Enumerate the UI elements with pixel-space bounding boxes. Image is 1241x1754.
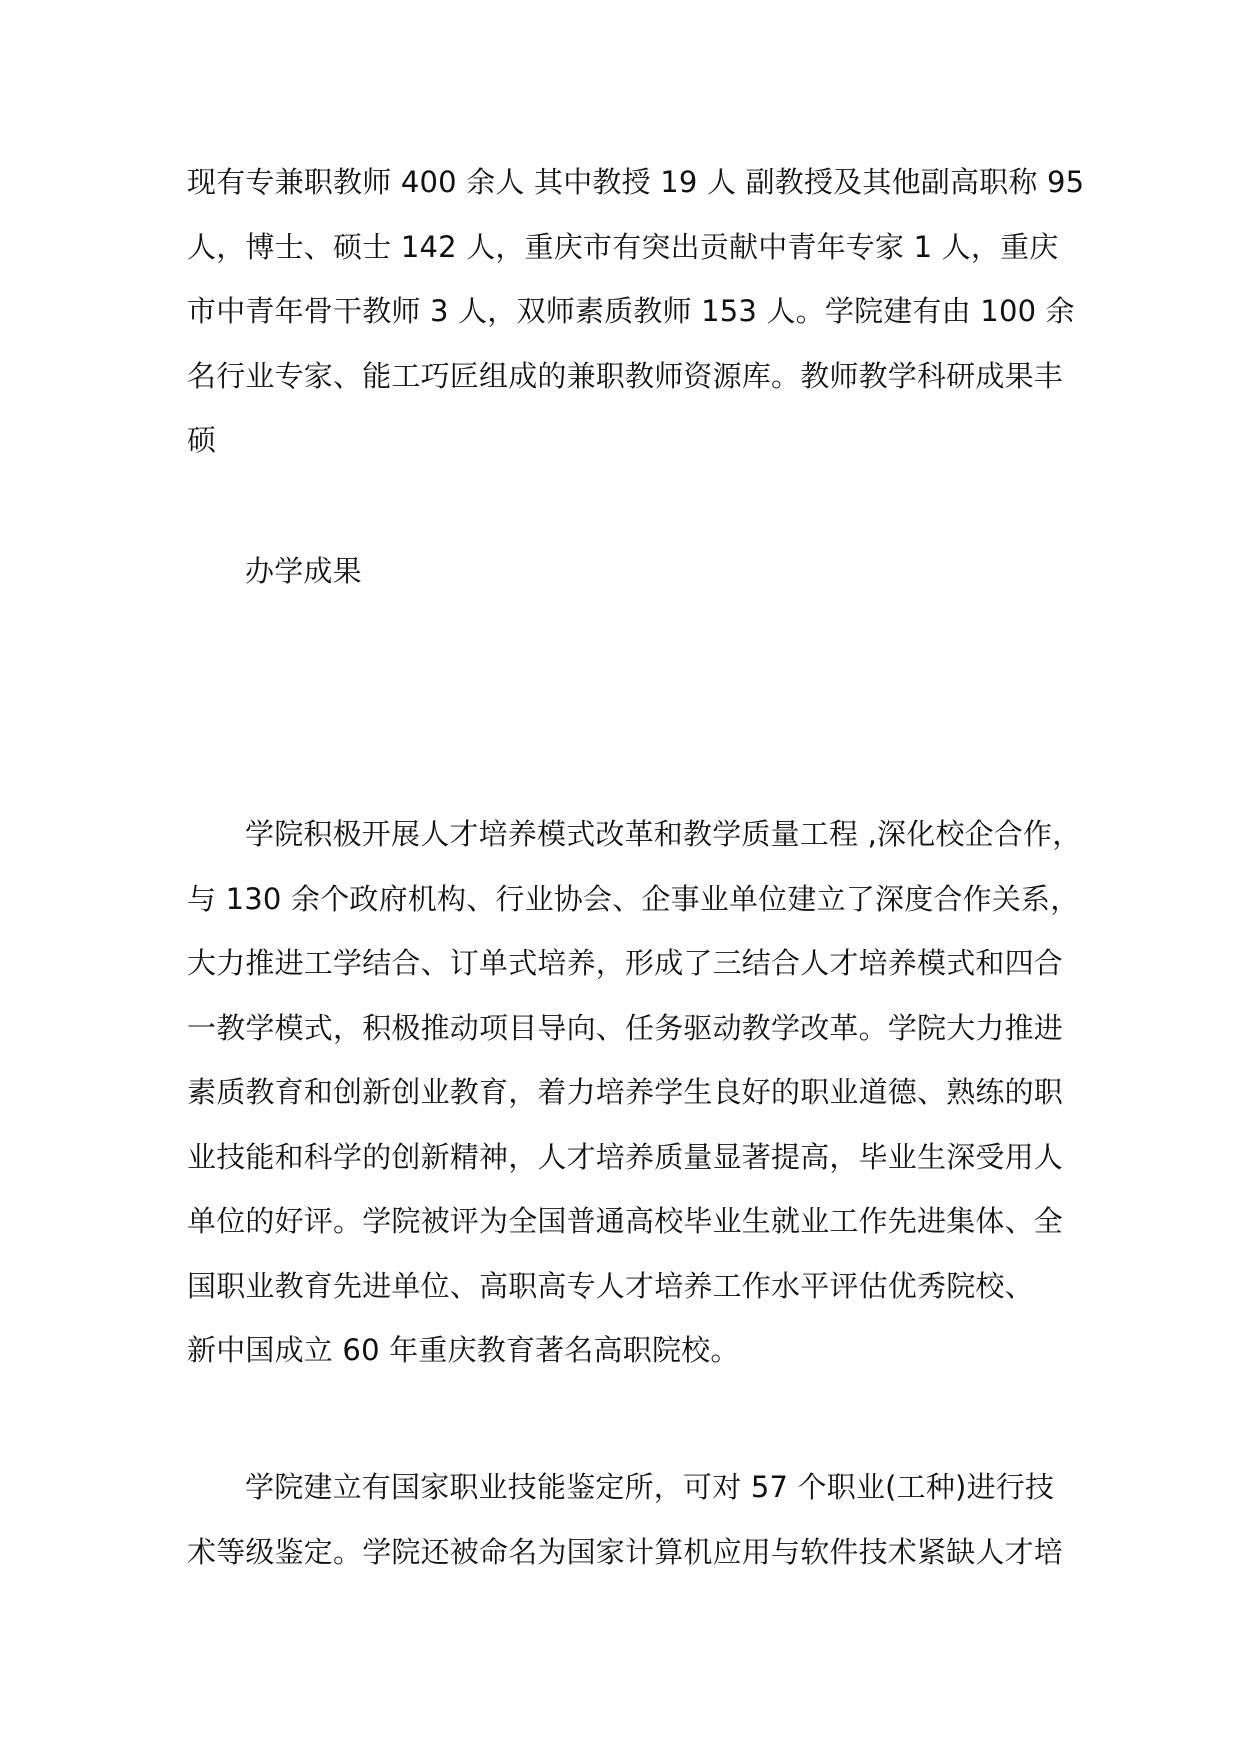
text-line: 市中青年骨干教师 3 人，双师素质教师 153 人。学院建有由 100 余 — [187, 294, 1075, 328]
text-line: 新中国成立 60 年重庆教育著名高职院校。 — [187, 1333, 740, 1367]
text-line: 术等级鉴定。学院还被命名为国家计算机应用与软件技术紧缺人才培 — [187, 1534, 1064, 1569]
paragraph-achievements — [187, 802, 1082, 1383]
text-line: 业技能和科学的创新精神，人才培养质量显著提高，毕业生深受用人 — [187, 1139, 1064, 1174]
text-line: 学院积极开展人才培养模式改革和教学质量工程 ,深化校企合作， — [245, 817, 1082, 851]
section-heading — [187, 539, 1067, 604]
paragraph-skills-appraisal — [187, 1455, 1067, 1584]
paragraph-faculty — [187, 150, 1085, 473]
text-line: 硕 — [187, 423, 217, 457]
text-line: 大力推进工学结合、订单式培养，形成了三结合人才培养模式和四合 — [187, 946, 1064, 980]
text-line: 素质教育和创新创业教育，着力培养学生良好的职业道德、熟练的职 — [187, 1075, 1064, 1109]
text-line: 现有专兼职教师 400 余人 其中教授 19 人 副教授及其他副高职称 95 — [187, 165, 1085, 199]
text-line: 国职业教育先进单位、高职高专人才培养工作水平评估优秀院校、 — [187, 1268, 1034, 1303]
text-line: 学院建立有国家职业技能鉴定所，可对 57 个职业(工种)进行技 — [245, 1470, 1055, 1504]
heading-text: 办学成果 — [245, 554, 362, 588]
text-line: 一教学模式，积极推动项目导向、任务驱动教学改革。学院大力推进 — [187, 1010, 1064, 1045]
text-line: 人，博士、硕士 142 人，重庆市有突出贡献中青年专家 1 人，重庆 — [187, 229, 1059, 264]
text-line: 单位的好评。学院被评为全国普通高校毕业生就业工作先进集体、全 — [187, 1204, 1064, 1238]
text-line: 名行业专家、能工巧匠组成的兼职教师资源库。教师教学科研成果丰 — [187, 358, 1064, 393]
text-line: 与 130 余个政府机构、行业协会、企事业单位建立了深度合作关系， — [187, 881, 1080, 916]
